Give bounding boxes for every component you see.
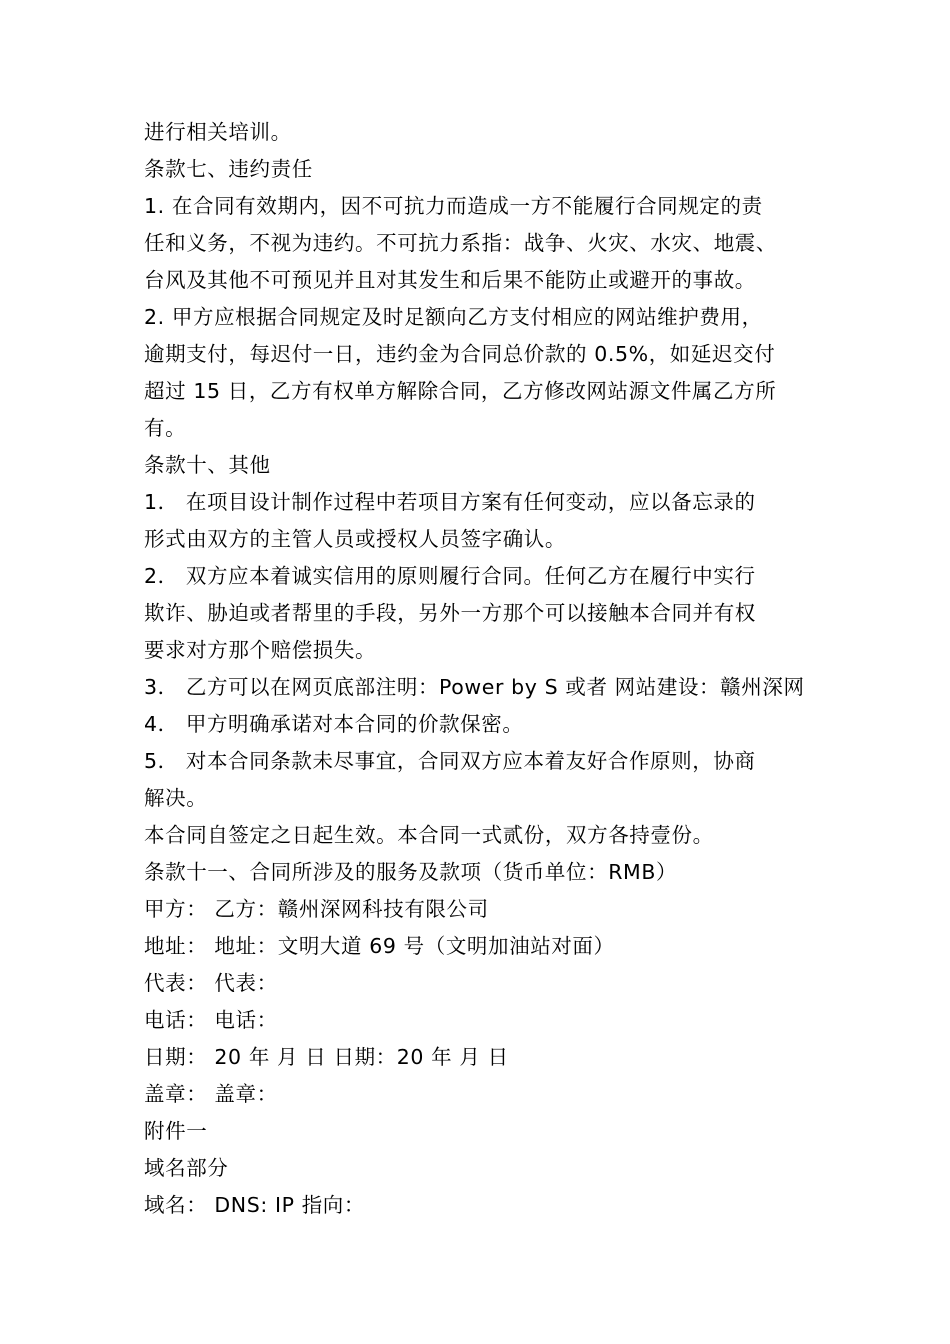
section-heading: 条款七、违约责任 bbox=[144, 157, 313, 181]
appendix-subheading: 域名部分 bbox=[144, 1156, 229, 1180]
text-line: 3． 乙方可以在网页底部注明：Power by S 或者 网站建设：赣州深网 bbox=[144, 675, 805, 699]
text-line: 逾期支付，每迟付一日，违约金为合同总价款的 0.5%，如延迟交付 bbox=[144, 342, 776, 366]
signature-row-party: 甲方： 乙方：赣州深网科技有限公司 bbox=[144, 897, 489, 921]
text-line: 2. 甲方应根据合同规定及时足额向乙方支付相应的网站维护费用， bbox=[144, 305, 763, 329]
text-line: 1. 在合同有效期内，因不可抗力而造成一方不能履行合同规定的责 bbox=[144, 194, 763, 218]
signature-row-phone: 电话： 电话： bbox=[144, 1008, 278, 1032]
section-heading: 条款十、其他 bbox=[144, 453, 271, 477]
text-line: 超过 15 日，乙方有权单方解除合同，乙方修改网站源文件属乙方所 bbox=[144, 379, 777, 403]
signature-row-seal: 盖章： 盖章： bbox=[144, 1082, 278, 1106]
text-line: 解决。 bbox=[144, 786, 208, 810]
text-line: 2． 双方应本着诚实信用的原则履行合同。任何乙方在履行中实行 bbox=[144, 564, 756, 588]
document-body bbox=[144, 114, 814, 1224]
text-line: 台风及其他不可预见并且对其发生和后果不能防止或避开的事故。 bbox=[144, 268, 756, 292]
appendix-heading: 附件一 bbox=[144, 1119, 208, 1143]
text-line: 要求对方那个赔偿损失。 bbox=[144, 638, 377, 662]
text-line: 有。 bbox=[144, 416, 187, 440]
signature-row-date: 日期： 20 年 月 日 日期：20 年 月 日 bbox=[144, 1045, 509, 1069]
text-line: 5． 对本合同条款未尽事宜，合同双方应本着友好合作原则，协商 bbox=[144, 749, 756, 773]
section-heading: 条款十一、合同所涉及的服务及款项（货币单位：RMB） bbox=[144, 860, 678, 884]
text-line: 任和义务，不视为违约。不可抗力系指：战争、火灾、水灾、地震、 bbox=[144, 231, 777, 255]
signature-row-representative: 代表： 代表： bbox=[144, 971, 278, 995]
domain-row: 域名： DNS: IP 指向： bbox=[144, 1193, 365, 1217]
text-line: 形式由双方的主管人员或授权人员签字确认。 bbox=[144, 527, 566, 551]
text-line: 4． 甲方明确承诺对本合同的价款保密。 bbox=[144, 712, 524, 736]
text-line: 本合同自签定之日起生效。本合同一式贰份，双方各持壹份。 bbox=[144, 823, 714, 847]
text-line: 进行相关培训。 bbox=[144, 120, 292, 144]
text-line: 1． 在项目设计制作过程中若项目方案有任何变动，应以备忘录的 bbox=[144, 490, 756, 514]
text-line: 欺诈、胁迫或者帮里的手段，另外一方那个可以接触本合同并有权 bbox=[144, 601, 756, 625]
signature-row-address: 地址： 地址：文明大道 69 号（文明加油站对面） bbox=[144, 934, 615, 958]
